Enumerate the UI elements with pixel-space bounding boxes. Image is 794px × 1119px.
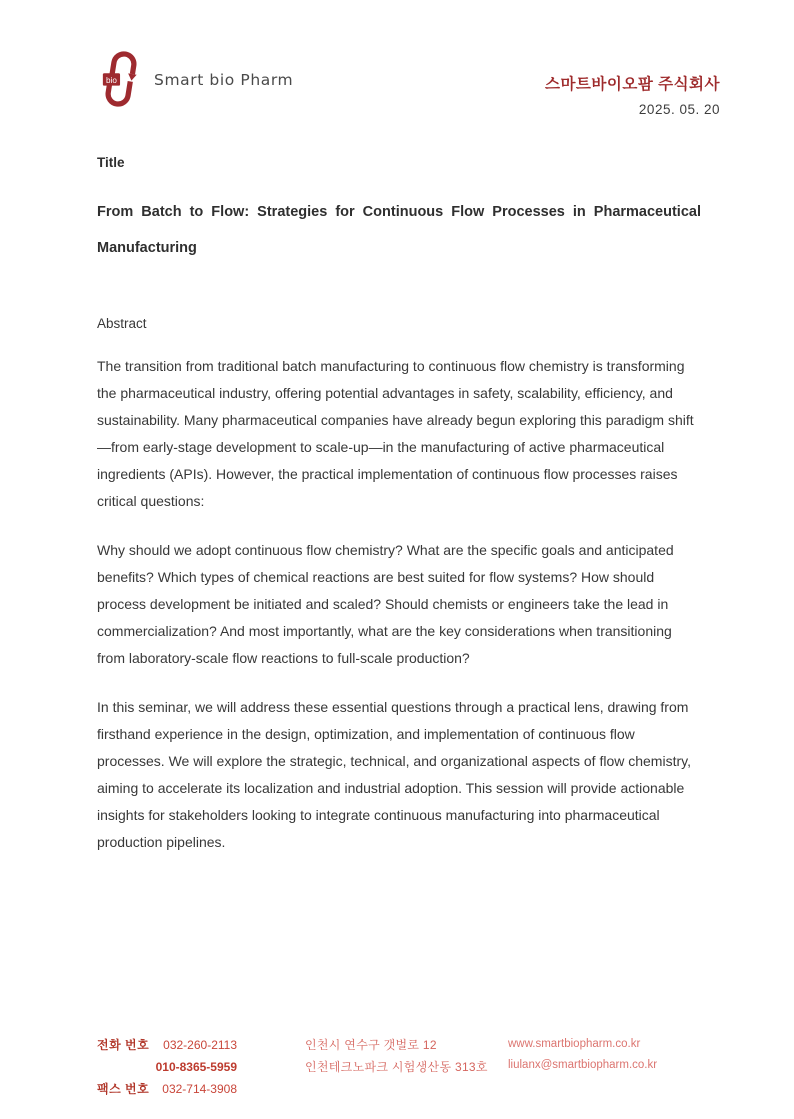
title-label: Title	[97, 155, 125, 170]
email-link[interactable]: liulanx@smartbiopharm.co.kr	[508, 1059, 658, 1071]
document-title: From Batch to Flow: Strategies for Continuous Flow Processes in Pharmaceutical Manufacturing	[97, 204, 701, 256]
document-body	[97, 155, 701, 856]
document-date: 2025. 05. 20	[638, 102, 720, 117]
phone-label: 전화 번호	[97, 1038, 150, 1052]
abstract-label: Abstract	[97, 316, 147, 331]
logo-bio-label: bio	[106, 75, 117, 85]
website-link[interactable]: www.smartbiopharm.co.kr	[508, 1038, 641, 1050]
footer-contact-column	[97, 1034, 237, 1100]
footer-address-column	[305, 1034, 488, 1078]
brand-text: Smart bio Pharm	[154, 71, 294, 89]
abstract-paragraph-3: In this seminar, we will address these essential questions through a practical lens, drawing from firsthand experience in the design, optimization, and implementation of continuous flow processes. We will explore the strategic, technical, and organizational aspects of flow chemistry, aiming to accelerate its localization and industrial adoption. This session will provide actionable insights for stakeholders looking to integrate continuous manufacturing into pharmaceutical production pipelines.	[97, 699, 691, 850]
fax-row	[97, 1078, 237, 1100]
abstract-paragraph-2: Why should we adopt continuous flow chemistry? What are the specific goals and anticipated benefits? Which types of chemical reactions are best suited for flow systems? How should process development be initiated and scaled? Should chemists or engineers take the lead in commercialization? And most importantly, what are the key considerations when transitioning from laboratory-scale flow reactions to full-scale production?	[97, 542, 674, 666]
company-name: 스마트바이오팜 주식회사	[544, 76, 720, 93]
address-line-1: 인천시 연수구 갯벌로 12	[305, 1038, 437, 1052]
header-right	[545, 72, 720, 117]
mobile-number: 010-8365-5959	[155, 1060, 237, 1074]
letterhead	[100, 46, 720, 117]
phone-row	[97, 1034, 237, 1056]
fax-number: 032-714-3908	[162, 1082, 237, 1096]
abstract-paragraph-1: The transition from traditional batch manufacturing to continuous flow chemistry is transforming the pharmaceutical industry, offering potential advantages in safety, scalability, efficiency, and sustainability. Many pharmaceutical companies have already begun exploring this paradigm shift—from early-stage development to scale-up—in the manufacturing of active pharmaceutical ingredients (APIs). However, the practical implementation of continuous flow processes raises critical questions:	[97, 358, 694, 509]
logo-capsule-icon	[100, 48, 142, 110]
mobile-row	[97, 1056, 237, 1078]
address-line-2: 인천테크노파크 시험생산동 313호	[305, 1060, 488, 1074]
brand	[100, 48, 293, 110]
fax-label: 팩스 번호	[97, 1082, 150, 1096]
phone-number: 032-260-2113	[163, 1038, 237, 1052]
footer-links-column	[508, 1034, 657, 1076]
